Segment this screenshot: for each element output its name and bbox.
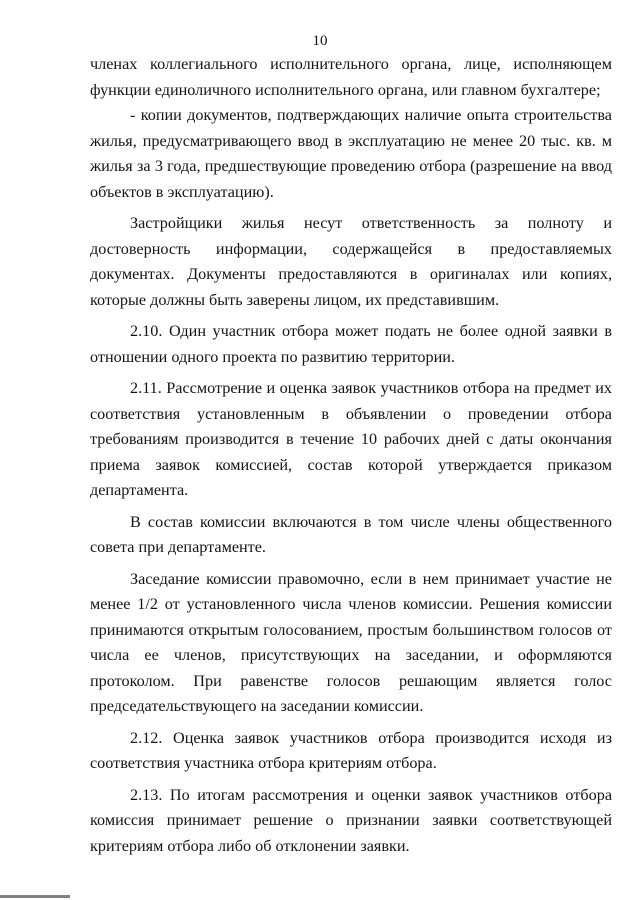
paragraph-document-copies: - копии документов, подтверждающих наличие опыта строительства жилья, предусматривающего ввод в эксплуатацию не менее 20 тыс. кв. м жилья за 3 года, предшествующие проведению отбора (разрешение на ввод объектов в эксплуатацию). xyxy=(90,106,612,201)
paragraph-developer-responsibility: Застройщики жилья несут ответственность за полноту и достоверность информации, содержащейся в предоставляемых документах. Документы предоставляются в оригиналах или копиях, которые должны быть заверены лицом, их представившим. xyxy=(90,214,612,309)
document-body xyxy=(90,52,612,859)
paragraph-clause-2-10: 2.10. Один участник отбора может подать не более одной заявки в отношении одного проекта по развитию территории. xyxy=(90,322,612,366)
page-number: 10 xyxy=(312,33,328,49)
paragraph-clause-2-13: 2.13. По итогам рассмотрения и оценки заявок участников отбора комиссия принимает решение о признании заявки соответствующей критериям отбора либо об отклонении заявки. xyxy=(90,785,612,855)
paragraph-continuation: членах коллегиального исполнительного органа, лице, исполняющем функции единоличного исполнительного органа, или главном бухгалтере; xyxy=(90,55,612,99)
paragraph-clause-2-12: 2.12. Оценка заявок участников отбора производится исходя из соответствия участника отбора критериям отбора. xyxy=(90,728,612,772)
paragraph-commission-meeting: Заседание комиссии правомочно, если в нем принимает участие не менее 1/2 от установленного числа членов комиссии. Решения комиссии принимаются открытым голосованием, простым большинством голосов от числа ее членов, присутствующих на заседании, и оформляются протоколом. При равенстве голосов решающим является голос председательствующего на заседании комиссии. xyxy=(90,569,612,715)
scan-edge-mark xyxy=(0,895,70,898)
paragraph-clause-2-11: 2.11. Рассмотрение и оценка заявок участников отбора на предмет их соответствия установленным в объявлении о проведении отбора требованиям производится в течение 10 рабочих дней с даты окончания приема заявок комиссией, состав которой утверждается приказом департамента. xyxy=(90,379,612,499)
paragraph-commission-composition: В состав комиссии включаются в том числе члены общественного совета при департаменте. xyxy=(90,512,612,556)
